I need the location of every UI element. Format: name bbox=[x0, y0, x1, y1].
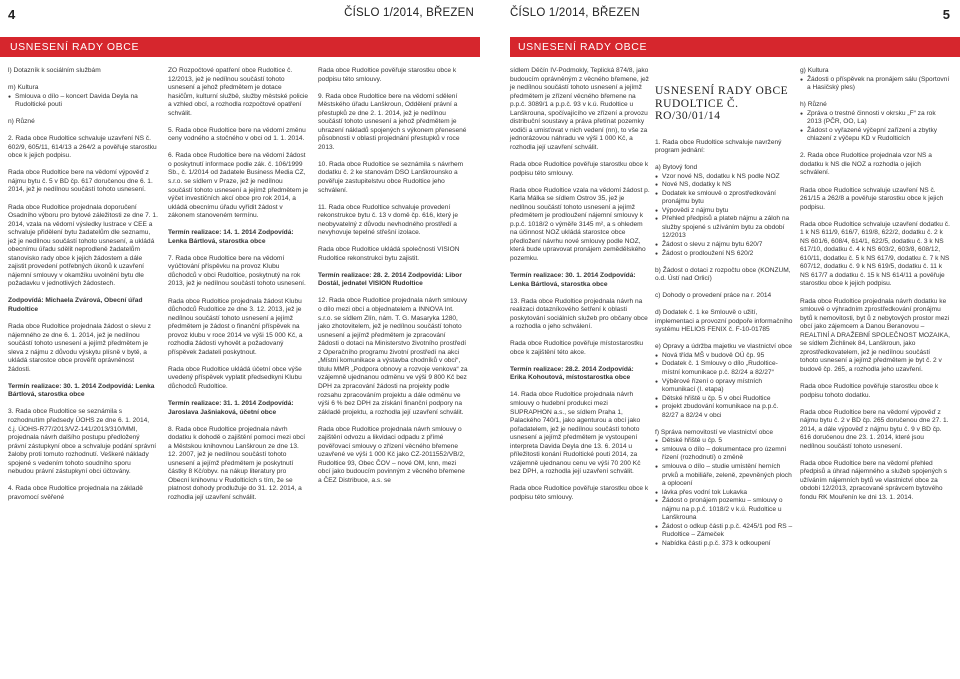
paragraph: Rada obce Rudoltice projednala žádost Klubu důchodců Rudoltice ze dne 3. 12. 2013, jež je nedílnou součástí tohoto usnesení a jejímž předmětem je žádost o finanční příspěvek na provoz klubu v roce 2014 ve výši 15 000 Kč, a rozhodla žádosti vyhovět a požadovaný příspěvek žadateli poskytnout. bbox=[168, 297, 303, 356]
left-column-2 bbox=[168, 67, 308, 511]
bullet-list bbox=[800, 76, 950, 93]
paragraph: 14. Rada obce Rudoltice projednala návrh smlouvy o hudební produkci mezi SUPRAPHON a.s., se sídlem Praha 1, Palackého 740/1, jako agenturou a obcí jako pořadatelem, jež je nedílnou součástí tohoto usnesení a jejímž předmětem je vystoupení interpreta Davida Deyla dne 13. 6. 2014 u příležitosti konání Rudoltické pouti 2014, za vzájemně ujednanou cenu ve výši 70 200 Kč bez DPH, a rozhodla její uzavření schválit. bbox=[510, 391, 641, 476]
deadline-note: Termín realizace: 31. 1. 2014 Zodpovídá: Jaroslava Jašniaková, účetní obce bbox=[168, 400, 294, 416]
paragraph: Rada obce Rudoltice projednala žádost o slevu z nájemného ze dne 6. 1. 2014, jež je nedílnou součástí tohoto usnesení a jejímž předmětem je sleva z nájmu z důvodu výskytu plísně v bytě, a ukládá starostce obce prověřit oprávněnost žádosti. bbox=[8, 323, 151, 373]
bullet-item: ● Přehled předpisů a plateb nájmu a záloh na služby spojené s užíváním bytu za období 12/2013 bbox=[655, 215, 795, 241]
paragraph: 8. Rada obce Rudoltice projednala návrh dodatku k dohodě o zajištění pomoci mezi obcí a Městskou knihovnou Lanškroun ze dne 13. 12. 2007, jež je nedílnou součástí tohoto usnesení a jejímž předmětem je poskytnutí částky 8 Kč/obyv. na nákup literatury pro Obecní knihovnu v Rudolticích s tím, že se platnost dohody prodlužuje do 31. 12. 2014, a rozhodla její uzavření schválit. bbox=[168, 425, 306, 501]
bullet-item: ● projekt zbudování komunikace na p.p.č. 82/27 a 82/24 v obci bbox=[655, 403, 795, 420]
paragraph: 5. Rada obce Rudoltice bere na vědomí změnu ceny vodného a stočného v obci od 1. 1. 2014. bbox=[168, 126, 306, 143]
paragraph: sídlem Děčín IV-Podmokly, Teplická 874/8, jako budoucím oprávněným z věcného břemene, jež je nedílnou součástí tohoto usnesení a jejímž předmětem je zřízení věcného břemene na p.p.č. 3089/1 a p.p.č. 93 v k.ú. Rudoltice u Lanškrouna, spočívajícího ve zřízení a provozu distribuční soustavy a práva přetínat pozemky vodiči a umisťovat v nich vedení (nn), to vše za jednorázovou náhradu ve výši 1 000 Kč, a rozhodla její uzavření schválit. bbox=[510, 67, 649, 151]
page-number: 4 bbox=[8, 7, 16, 22]
paragraph: m) Kultura bbox=[8, 84, 39, 92]
paragraph: Rada obce Rudoltice bere na vědomí výpověď z nájmu bytu č. 5 v BD čp. 617 doručenou dne 6. 1. 2014, jež je nedílnou součástí tohoto usnesení. bbox=[8, 169, 153, 194]
bullet-item: ● Smlouva o dílo – koncert Davida Deyla na Rudoltické pouti bbox=[8, 93, 158, 110]
agenda-group: a) Bytový fond bbox=[655, 164, 698, 172]
paragraph: Rada obce Rudoltice pověřuje místostarostku obce k zajištění této akce. bbox=[510, 340, 644, 356]
paragraph: 4. Rada obce Rudoltice projednala na základě pravomocí svěřené bbox=[8, 485, 143, 501]
left-column-3 bbox=[318, 67, 468, 494]
agenda-group: g) Kultura bbox=[800, 67, 829, 74]
paragraph: 11. Rada obce Rudoltice schvaluje provedení rekonstrukce bytu č. 13 v domě čp. 616, který je neobyvatelný z důvodu nevhodného prostředí a nevyhovuje tepelné střešní izolace. bbox=[318, 203, 459, 237]
bullet-item: ● Nová třída MŠ v budově OÚ čp. 95 bbox=[655, 352, 795, 361]
agenda-group: d) Dodatek č. 1 ke Smlouvě o užití, implementaci a provozní podpoře informačního systému HELIOS FENIX č. F-10-01785 bbox=[655, 309, 793, 334]
paragraph: 3. Rada obce Rudoltice se seznámila s rozhodnutím předsedy ÚOHS ze dne 6. 1. 2014, č.j. ÚOHS-R77/2013/VZ-141/2013/310/MMI, projednala návrh dalšího postupu předložený právní zástupkyní obce a schvaluje podání správní žaloby proti tomuto rozhodnutí. Veškeré náklady spojené s vedením tohoto soudního sporu nebudou právní zástupkyní obci účtovány. bbox=[8, 408, 157, 476]
bullet-item: ● Dodatek č. 1 Smlouvy o dílo „Rudoltice-místní komunikace p.č. 82/24 a 82/27“ bbox=[655, 360, 795, 377]
paragraph: Rada obce Rudoltice pověřuje starostku obce k podpisu této smlouvy. bbox=[510, 160, 649, 177]
right-column-2 bbox=[655, 67, 795, 557]
agenda-group: b) Žádost o dotaci z rozpočtu obce (KONZUM, o.d. Ústí nad Orlicí) bbox=[655, 266, 791, 283]
paragraph: Rada obce Rudoltice projednala doporučení Osadního výboru pro bytové záležitosti ze dne 7. 1. 2014, vzala na vědomí výsledky lustrace v CEE a schvaluje přidělení bytu žadatelům dle seznamu, jež je nedílnou součástí tohoto usnesení, a ukládá obecnímu úřadu sdělit neprodleně žadatelům stanovisko rady obce k jejich žádostem a dále zajistit provedení potřebných úkonů k uzavření nájemní smlouvy v okamžiku uvolnění bytu dle požadavku v jednotlivých žádostech. bbox=[8, 203, 158, 288]
paragraph: Rada obce Rudoltice vzala na vědomí žádost p. Karla Málka se sídlem Ostrov 35, jež je nedílnou součástí tohoto usnesení a jejímž předmětem je prodloužení nájemní smlouvy k p.p.č. 1018/2 o výměře 3145 m², a s ohledem na účinnost NOZ ukládá starostce obce předložení návrhu nové smlouvy podle NOZ, která bude upravovat pronájem zemědělského pozemku. bbox=[510, 186, 650, 262]
paragraph: 13. Rada obce Rudoltice projednala návrh na realizaci dotazníkového šetření k oblasti poskytování sociálních služeb pro občany obce a rozhodla o jeho schválení. bbox=[510, 297, 648, 331]
agenda-group: c) Dohody o provedení práce na r. 2014 bbox=[655, 292, 772, 300]
paragraph: Rada obce Rudoltice ukládá účetní obce výše uvedený příspěvek vyplatit předsedkyni Klubu důchodců Rudoltice. bbox=[168, 365, 302, 390]
bullet-item: ● Žádost o prodloužení NS 620/2 bbox=[655, 250, 795, 259]
bullet-list bbox=[8, 93, 158, 110]
bullet-item: ● Dětské hřiště u čp. 5 v obci Rudoltice bbox=[655, 395, 795, 404]
paragraph: Rada obce Rudoltice schvaluje uzavření dodatku č. 1 k NS 611/9, 616/7, 619/8, 622/2, dodatku č. 2 k NS 601/6, 608/4, 614/1, 622/5, dodatku č. 3 k NS 617/10, dodatku č. 4 k NS 603/2, 603/8, 608/12, 610/11, dodatku č. 5 k NS 617/9, dodatku č. 7 k NS 607/12, dodatku č. 9 k NS 619/5, dodatku č. 11 k NS 617/7 a dodatku č. 15 k NS 614/11 a pověřuje starostku obce k jejich podpisu. bbox=[800, 220, 950, 288]
resolution-heading: USNESENÍ RADY OBCE RUDOLTICE Č. RO/30/01/14 bbox=[655, 85, 789, 122]
left-column-1 bbox=[8, 67, 158, 511]
bullet-item: ● lávka přes vodní tok Lukavka bbox=[655, 489, 795, 498]
deadline-note: Termín realizace: 14. 1. 2014 Zodpovídá: Lenka Bártlová, starostka obce bbox=[168, 229, 294, 245]
paragraph: Rada obce Rudoltice bere na vědomí výpověď z nájmu bytu č. 2 v BD čp. 265 doručenou dne 27. 1. 2014, a dále výpověď z nájmu bytu č. 9 v BD čp. 616 doručenou dne 23. 1. 2014, které jsou nedílnou součástí tohoto usnesení. bbox=[800, 408, 949, 450]
bullet-item: ● Dětské hřiště u čp. 5 bbox=[655, 437, 795, 446]
bullet-item: ● Žádost o slevu z nájmu bytu 620/7 bbox=[655, 241, 795, 250]
right-column-1 bbox=[510, 67, 650, 511]
bullet-list bbox=[655, 173, 795, 258]
paragraph: 6. Rada obce Rudoltice bere na vědomí žádost o poskytnutí informace podle zák. č. 106/1999 Sb., č. 1/2014 od žadatele Business Media CZ, s.r.o. se sídlem v Praze, jež je nedílnou součástí tohoto usnesení a jejímž předmětem je výčet investičních akcí obce pro rok 2014, a ukládá obecnímu úřadu vyřídit žádost v zákonem stanoveném termínu. bbox=[168, 152, 309, 220]
paragraph: ZO Rozpočtové opatření obce Rudoltice č. 12/2013, jež je nedílnou součástí tohoto usnesení a jehož předmětem je dotace hasičům, kulturní službě, služby městské policie a vzhled obcí, a rozhodla rozpočtové opatření schválit. bbox=[168, 67, 308, 117]
bullet-list bbox=[655, 437, 795, 548]
deadline-note: Termín realizace: 30. 1. 2014 Zodpovídá: Lenka Bártlová, starostka obce bbox=[510, 271, 636, 288]
responsible-note: Zodpovídá: Michaela Zvárová, Obecní úřad Rudoltice bbox=[8, 297, 143, 314]
right-page bbox=[480, 0, 960, 679]
bullet-item: ● Žádost o odkup části p.p.č. 4245/1 pod RS – Rudoltice – Zámeček bbox=[655, 523, 795, 540]
right-column-3 bbox=[800, 67, 950, 511]
paragraph: Rada obce Rudoltice projednala návrh dodatku ke smlouvě o výhradním zprostředkování pronájmu bytů k nemovitosti, byt ů z nebytových prostor mezi obcí jako zájemcem a Danou Beranovou – REALTINÍ A DRAŽEBNÍ SPOLEČNOST MOZAIKA, se sídlem Žichlinek 84, Lanškroun, jako zprostředkovatelem, jež je nedílnou součástí tohoto usnesení a jejímž předmětem je byt č. 2 v budově čp. 265, a rozhodla jeho uzavření. bbox=[800, 297, 950, 373]
paragraph: 10. Rada obce Rudoltice se seznámila s návrhem dodatku č. 2 ke stanovám DSO Lanškrounsko a pověřuje zastupitelstvu obce Rudoltice jeho schválení. bbox=[318, 160, 464, 194]
paragraph: Rada obce Rudoltice bere na vědomí přehled předpisů a úhrad nájemného a služeb spojených s užíváním nájemních bytů ve vlastnictví obce za období 12/2013, zpracované správcem bytového fondu RK Mouřenín ke dni 13. 1. 2014. bbox=[800, 459, 947, 501]
bullet-item: ● smlouva o dílo – studie umístění herních prvků a mobiliáře, zeleně, zpevněných ploch a oplocení bbox=[655, 463, 795, 489]
paragraph: l) Dotazník k sociálním službám bbox=[8, 67, 101, 74]
agenda-group: h) Různé bbox=[800, 101, 827, 109]
agenda-group: f) Správa nemovitostí ve vlastnictví obce bbox=[655, 428, 774, 436]
bullet-item: ● Žádost o vyřazené výčepní zařízení a zbytky chlazení z výčepu KD v Rudolticích bbox=[800, 127, 950, 144]
page-number: 5 bbox=[942, 7, 950, 22]
paragraph: Rada obce Rudoltice pověřuje starostku obce k podpisu této smlouvy. bbox=[318, 67, 457, 83]
deadline-note: Termín realizace: 28.2. 2014 Zodpovídá: Erika Kohoutová, místostarostka obce bbox=[510, 365, 634, 382]
bullet-item: ● Nabídka části p.p.č. 373 k odkoupení bbox=[655, 540, 795, 549]
bullet-item: ● Žádost o pronájem pozemku – smlouvy o nájmu na p.p.č. 1018/2 v k.ú. Rudoltice u Lanškrouna bbox=[655, 497, 795, 523]
paragraph: 1. Rada obce Rudoltice schvaluje navržený program jednání: bbox=[655, 138, 782, 155]
paragraph: 7. Rada obce Rudoltice bere na vědomí vyúčtování příspěvku na provoz Klubu důchodců v obci Rudoltice, poskytnutý na rok 2013, jež je nedílnou součástí tohoto usnesení. bbox=[168, 254, 306, 288]
bullet-item: ● Nové NS, dodatky k NS bbox=[655, 181, 795, 190]
bullet-item: ● Výpovědi z nájmu bytu bbox=[655, 207, 795, 216]
paragraph: Rada obce Rudoltice pověřuje starostku obce k podpisu tohoto dodatku. bbox=[800, 382, 939, 399]
bullet-list bbox=[800, 110, 950, 144]
deadline-note: Termín realizace: 30. 1. 2014 Zodpovídá: Lenka Bártlová, starostka obce bbox=[8, 382, 155, 399]
paragraph: Rada obce Rudoltice pověřuje starostku obce k podpisu této smlouvy. bbox=[510, 485, 649, 501]
bullet-item: ● Zpráva o trestné činnosti v okrsku „F“ za rok 2013 (PČR, OO, La) bbox=[800, 110, 950, 127]
bullet-item: ● Žádosti o příspěvek na pronájem sálu (Sportovní a Hasičský ples) bbox=[800, 76, 950, 93]
paragraph: 2. Rada obce Rudoltice schvaluje uzavření NS č. 602/9, 605/11, 614/13 a 264/2 a pověřuje starostku obce k jejich podpisu. bbox=[8, 135, 157, 160]
paragraph: 12. Rada obce Rudoltice projednala návrh smlouvy o dílo mezi obcí a objednatelem a INNOVA Int. s.r.o. se sídlem Zlín, nám. T. G. Masaryka 1280, jako zhotovitelem, jež je nedílnou součástí tohoto usnesení a jejímž předmětem je zpracování žádosti o dotaci na Ministerstvo životního prostředí z Operačního programu životní prostředí na akci „Místní komunikace a výstavba chodníků v obci“, titulu MMR „Podpora obnovy a rozvoje venkova“ za vzájemně ujednanou odměnu ve výši 9 800 Kč bez DPH za zpracování žádosti na projekty podle rozsahu zpracováním projektu a dále odměnu ve výši 6 % bez DPH za získání finanční podpory na základě projektu, a rozhodla její uzavření schválit. bbox=[318, 297, 468, 416]
bullet-item: ● Vzor nové NS, dodatku k NS podle NOZ bbox=[655, 173, 795, 182]
paragraph: Rada obce Rudoltice projednala návrh smlouvy o zajištění odvozu a likvidaci odpadu z přímé pověřovací smlouvy o zřízení věcného břemene uzavřené ve výši 1 000 Kč jako CZ-2011552/VB/2, Rudoltice 93, Obec ČOV – nové OM, knn, mezi obcí jako budoucím povinným z věcného břemene a ČEZ Distribuce, a.s. se bbox=[318, 425, 465, 484]
section-band: USNESENÍ RADY OBCE bbox=[510, 37, 960, 57]
section-band: USNESENÍ RADY OBCE bbox=[0, 37, 480, 57]
bullet-list bbox=[655, 352, 795, 420]
deadline-note: Termín realizace: 28. 2. 2014 Zodpovídá: Libor Dostál, jednatel VISION Rudoltice bbox=[318, 271, 462, 288]
agenda-group: e) Opravy a údržba majetku ve vlastnictví obce bbox=[655, 343, 793, 351]
bullet-item: ● Dodatek ke smlouvě o zprostředkování pronájmu bytu bbox=[655, 190, 795, 207]
paragraph: 9. Rada obce Rudoltice bere na vědomí sdělení Městského úřadu Lanškroun, Oddělení právní a přestupků ze dne 2. 1. 2014, jež je nedílnou součástí tohoto usnesení a jehož předmětem je uhrazení nákladů spojených s výkonem přenesené působnosti v oblasti projednání přestupků v roce 2013. bbox=[318, 92, 467, 151]
issue-label: ČÍSLO 1/2014, BŘEZEN bbox=[344, 7, 474, 19]
paragraph: Rada obce Rudoltice schvaluje uzavření NS č. 261/15 a 262/8 a pověřuje starostku obce k jejich podpisu. bbox=[800, 186, 944, 211]
paragraph: Rada obce Rudoltice ukládá společnosti VISION Rudoltice rekonstrukci bytu zajistit. bbox=[318, 246, 460, 262]
bullet-item: ● smlouva o dílo – dokumentace pro územní řízení (rozhodnutí) o změně bbox=[655, 446, 795, 463]
issue-label: ČÍSLO 1/2014, BŘEZEN bbox=[510, 7, 640, 19]
paragraph: n) Různé bbox=[8, 118, 35, 126]
bullet-item: ● Výběrové řízení o opravy místních komunikací (I. etapa) bbox=[655, 378, 795, 395]
paragraph: 2. Rada obce Rudoltice projednala vzor NS a dodatku k NS dle NOZ a rozhodla o jejich schválení. bbox=[800, 152, 932, 177]
